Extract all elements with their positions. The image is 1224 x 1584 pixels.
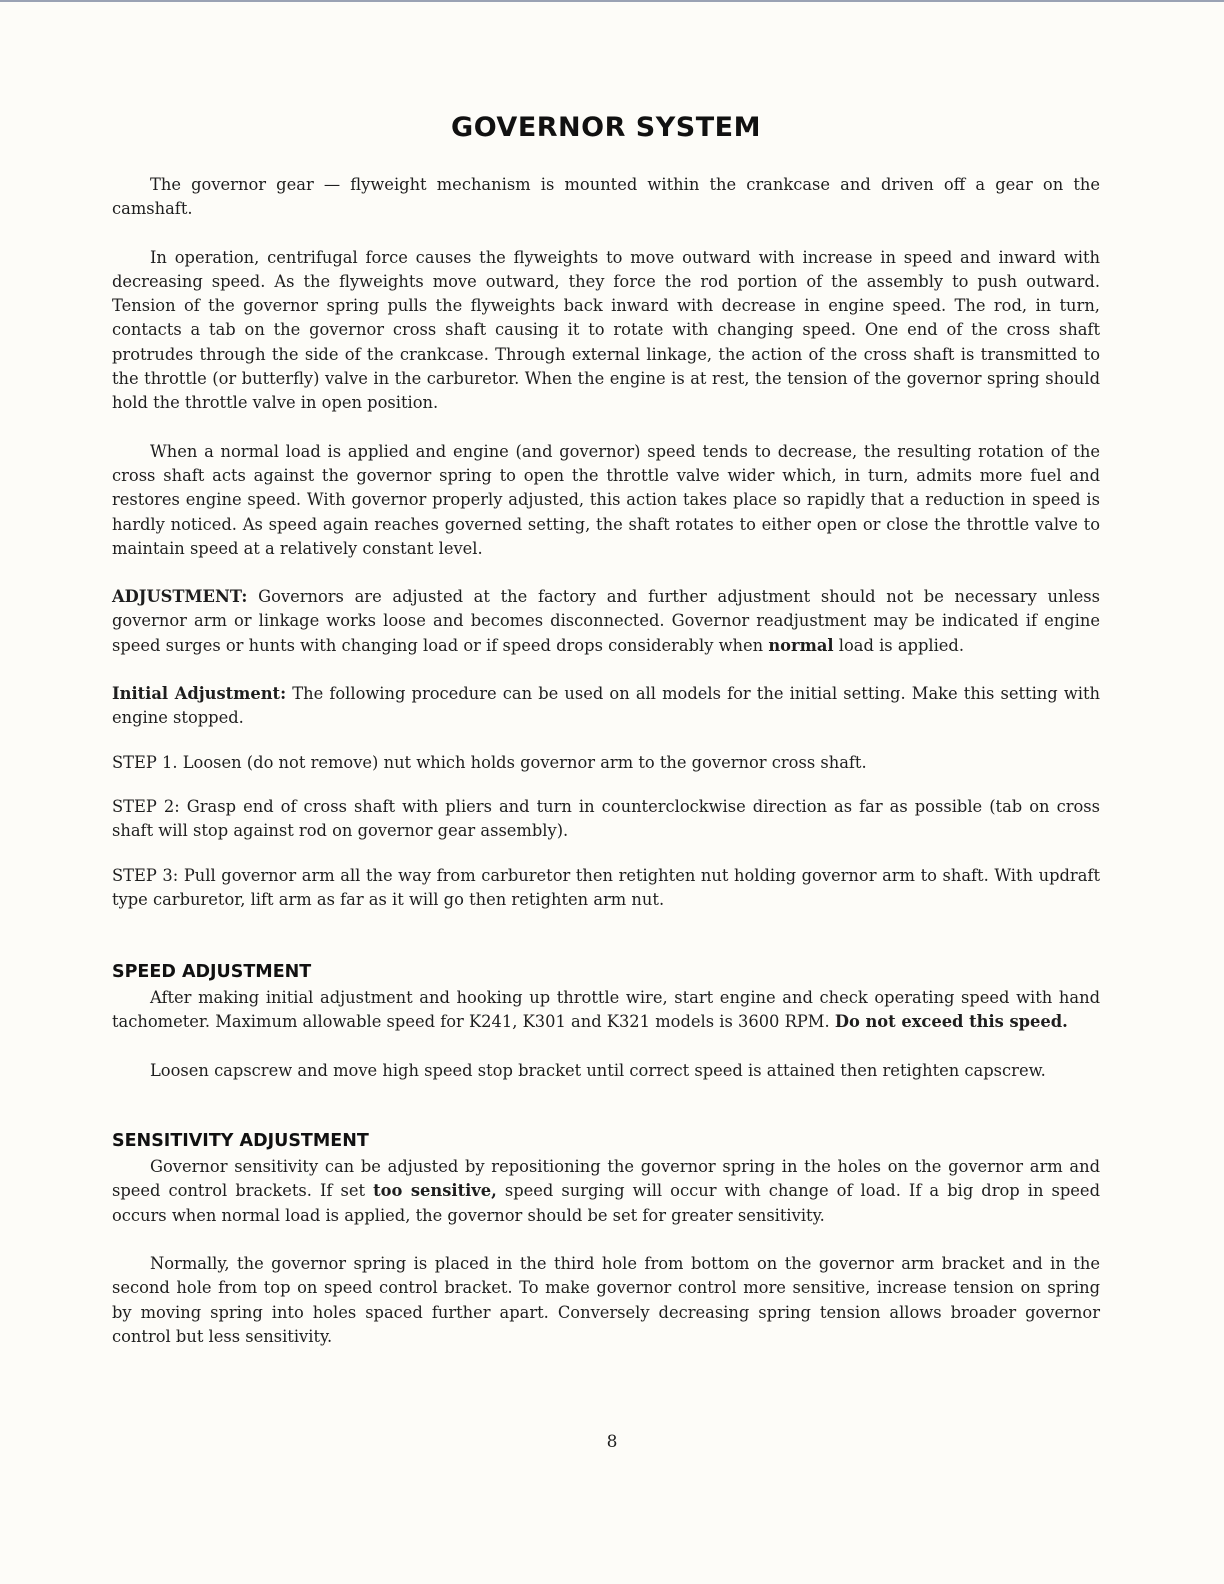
page-title: GOVERNOR SYSTEM — [451, 112, 761, 143]
adjustment-paragraph — [112, 585, 1100, 658]
page-body — [112, 112, 1100, 1349]
top-border-line — [0, 0, 1224, 2]
step-3: STEP 3: Pull governor arm all the way from carburetor then retighten nut holding governor arm to shaft. With updraft type carburetor, lift arm as far as it will go then retighten arm nut. — [112, 865, 1100, 909]
adjustment-text-after: load is applied. — [833, 635, 965, 655]
load-paragraph: When a normal load is applied and engine (and governor) speed tends to decrease, the resulting rotation of the cross shaft acts against the governor spring to open the throttle valve wider which, in turn, admits more fuel and restores engine speed. With governor properly adjusted, this action takes place so rapidly that a reduction in speed is hardly noticed. As speed again reaches governed setting, the shaft rotates to either open or close the throttle valve to maintain speed at a relatively constant level. — [112, 441, 1100, 558]
speed-paragraph-2: Loosen capscrew and move high speed stop bracket until correct speed is attained then retighten capscrew. — [150, 1060, 1046, 1080]
initial-adjustment-text: The following procedure can be used on all models for the initial setting. Make this setting with engine stopped. — [112, 684, 1100, 728]
sensitivity-paragraph-1 — [112, 1155, 1100, 1228]
adjustment-label: ADJUSTMENT: — [112, 587, 248, 607]
sensitivity-paragraph-2: Normally, the governor spring is placed in the third hole from bottom on the governor arm bracket and in the second hole from top on speed control bracket. To make governor control more sensitive, increase tension on spring by moving spring into holes spaced further apart. Conversely decreasing spring tension allows broader governor control but less sensitivity. — [112, 1253, 1100, 1346]
sensitivity-text-after: speed surging will occur with change of load. If a big drop in speed occurs when normal load is applied, the governor should be set for greater sensitivity. — [112, 1181, 1100, 1225]
step-2: STEP 2: Grasp end of cross shaft with pliers and turn in counterclockwise direction as far as possible (tab on cross shaft will stop against rod on governor gear assembly). — [112, 796, 1100, 841]
initial-adjustment-paragraph — [112, 682, 1100, 731]
step-1: STEP 1. Loosen (do not remove) nut which holds governor arm to the governor cross shaft. — [112, 752, 867, 772]
sensitivity-adjustment-heading: SENSITIVITY ADJUSTMENT — [112, 1131, 369, 1152]
speed-adjustment-heading: SPEED ADJUSTMENT — [112, 962, 312, 983]
initial-adjustment-label: Initial Adjustment: — [112, 684, 287, 704]
intro-paragraph: The governor gear — flyweight mechanism is mounted within the crankcase and driven off a gear on the camshaft. — [112, 175, 1100, 219]
speed-warning: Do not exceed this speed. — [834, 1012, 1068, 1032]
sensitivity-emphasis: too sensitive, — [373, 1181, 497, 1201]
speed-paragraph-1-text: After making initial adjustment and hooking up throttle wire, start engine and check operating speed with hand tachometer. Maximum allowable speed for K241, K301 and K321 models is 3600 RPM. — [112, 988, 1100, 1032]
speed-paragraph-1 — [112, 986, 1100, 1035]
operation-paragraph: In operation, centrifugal force causes the flyweights to move outward with increase in speed and inward with decreasing speed. As the flyweights move outward, they force the rod portion of the assembly to push outward. Tension of the governor spring pulls the flyweights back inward with decrease in engine speed. The rod, in turn, contacts a tab on the governor cross shaft causing it to rotate with changing speed. One end of the cross shaft protrudes through the side of the crankcase. Through external linkage, the action of the cross shaft is transmitted to the throttle (or butterfly) valve in the carburetor. When the engine is at rest, the tension of the governor spring should hold the throttle valve in open position. — [112, 247, 1100, 413]
page-number: 8 — [606, 1432, 618, 1452]
adjustment-emphasis: normal — [768, 635, 834, 655]
adjustment-text-before: Governors are adjusted at the factory and further adjustment should not be necessary unless governor arm or linkage works loose and becomes disconnected. Governor readjustment may be indicated if engine speed surges or hunts with changing load or if speed drops considerably when — [112, 587, 1100, 655]
sensitivity-text-before: Governor sensitivity can be adjusted by repositioning the governor spring in the holes on the governor arm and speed control brackets. If set — [112, 1157, 1100, 1201]
